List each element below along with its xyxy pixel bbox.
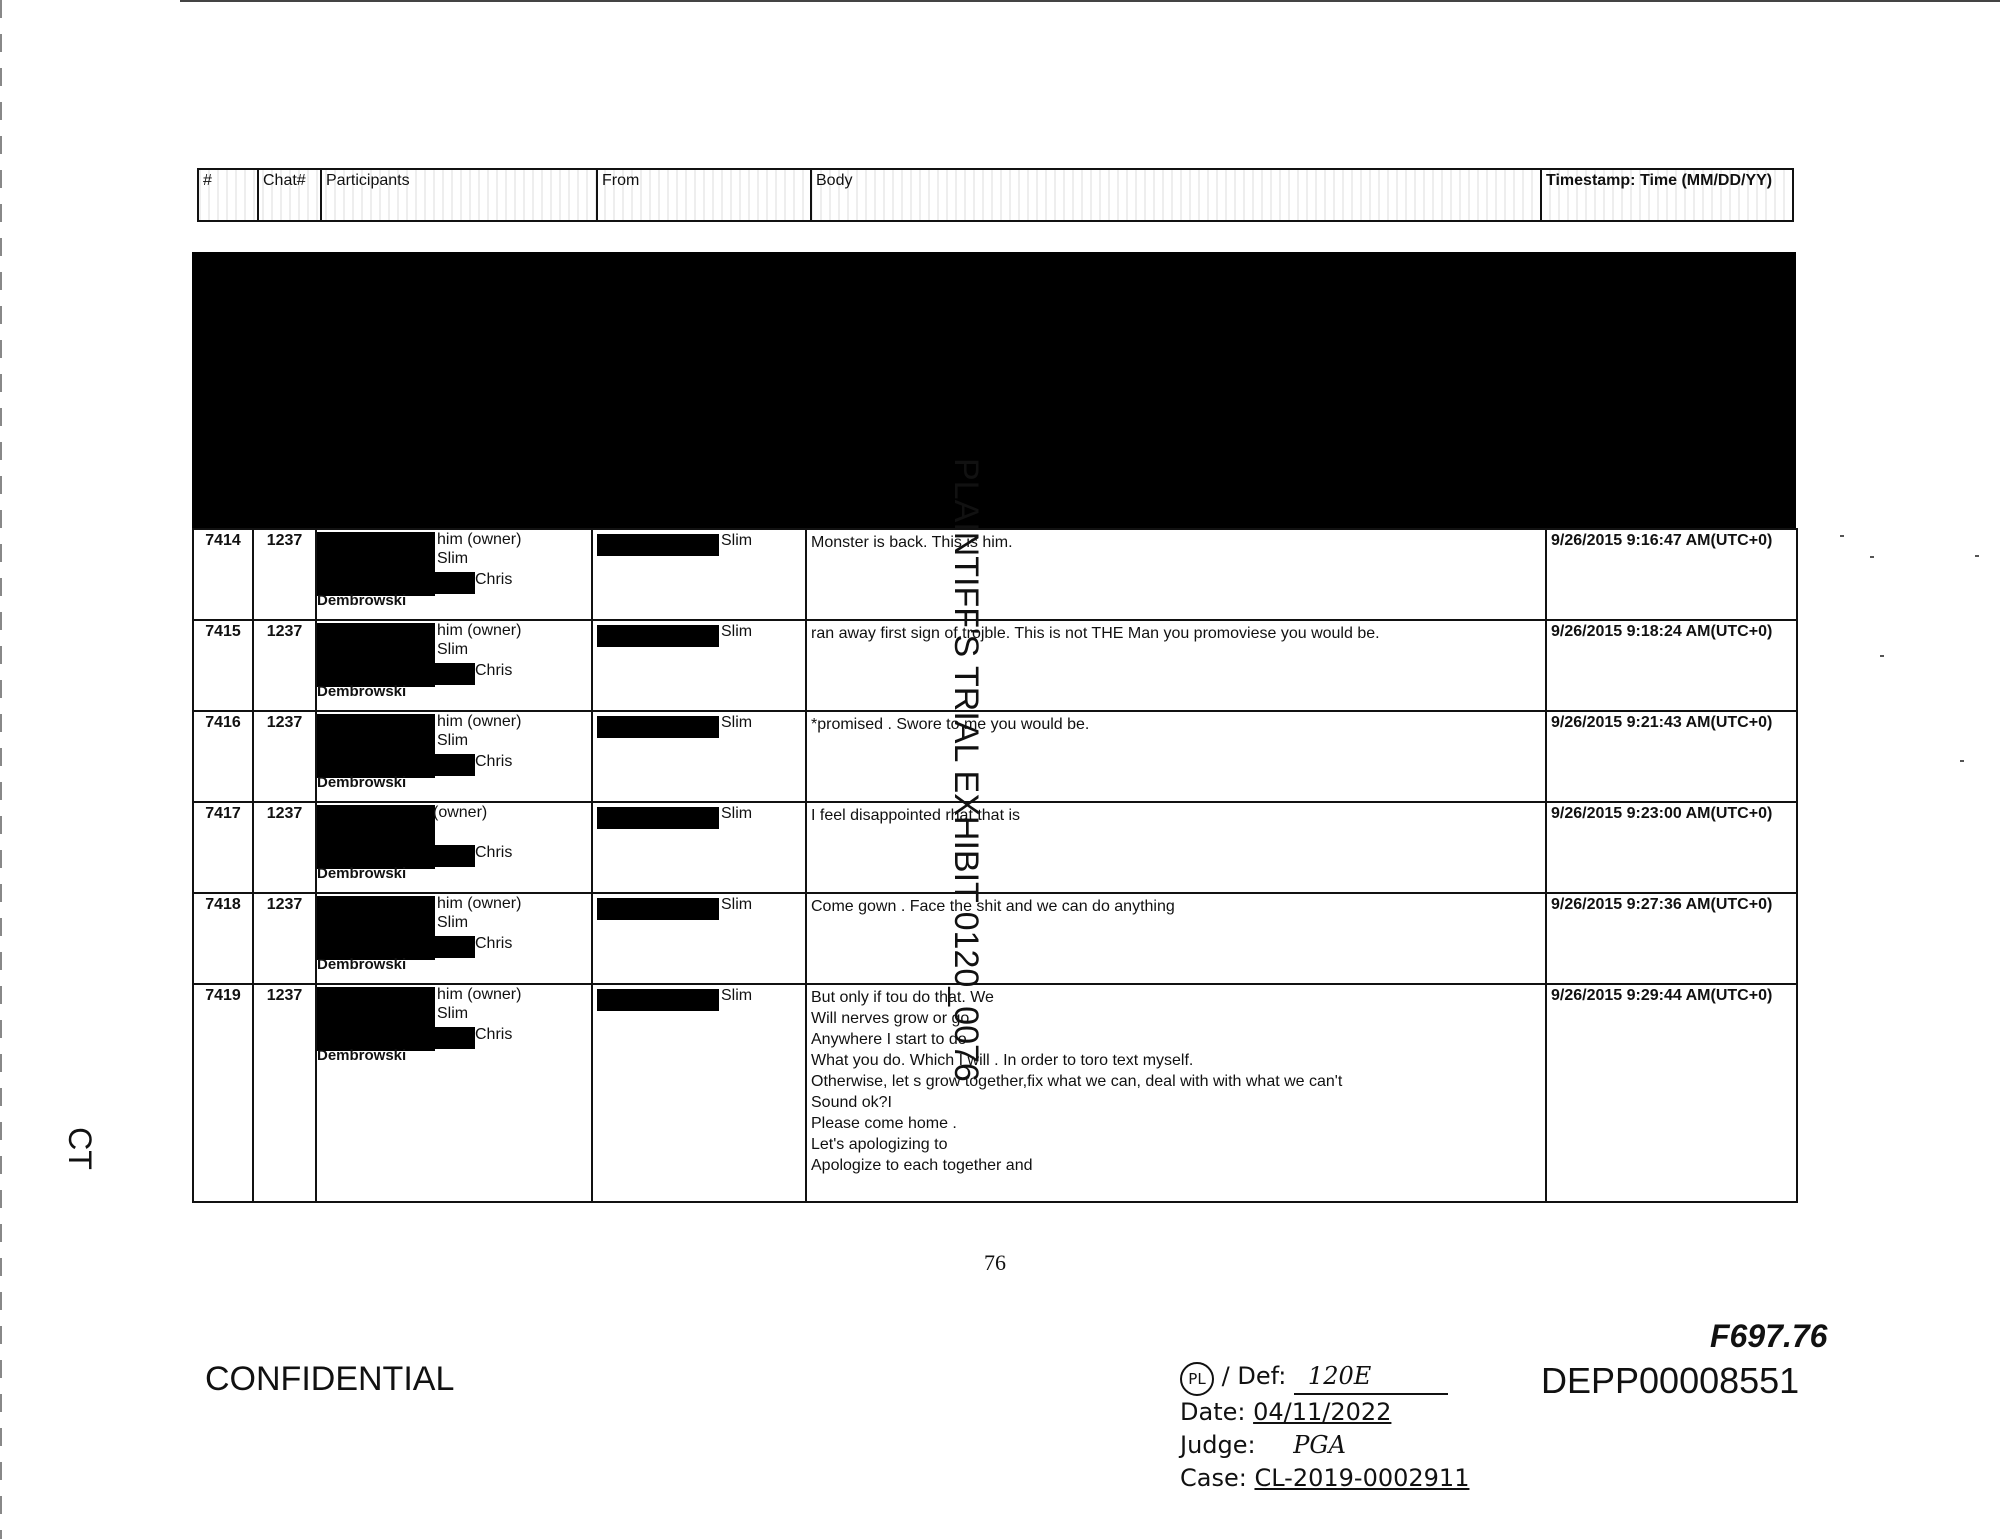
participant-dembrowski: Dembrowski: [317, 592, 407, 609]
cell-num: 7414: [193, 529, 253, 620]
participant-redaction: [317, 714, 435, 778]
participant-redaction: [435, 572, 475, 594]
table-row: [193, 529, 1797, 620]
participant-owner: him (owner): [437, 622, 522, 639]
cell-body: [806, 529, 1546, 620]
participant-chris: Chris: [475, 844, 513, 861]
cell-timestamp: 9/26/2015 9:23:00 AM(UTC+0): [1546, 802, 1797, 893]
table-row: [193, 711, 1797, 802]
stamp-judge-line: [1180, 1429, 1469, 1462]
participant-chris: Chris: [475, 1026, 513, 1043]
scan-speck: [1870, 556, 1874, 558]
cell-num: 7417: [193, 802, 253, 893]
participant-slim: Slim: [437, 550, 469, 567]
cell-chat: 1237: [253, 802, 316, 893]
table-row: [193, 620, 1797, 711]
participant-dembrowski: Dembrowski: [317, 683, 407, 700]
cell-from: [592, 620, 806, 711]
body-line: Otherwise, let s grow together,fix what we can, deal with with what we can't: [811, 1073, 1343, 1090]
header-body: Body: [812, 170, 1542, 220]
stamp-pl-circle: PL: [1180, 1362, 1214, 1396]
stamp-def-value: 120E: [1294, 1360, 1448, 1395]
body-line: *promised . Swore to me you would be.: [811, 716, 1090, 733]
participant-redaction: [317, 805, 435, 869]
scan-speck: [1975, 555, 1979, 557]
from-redaction: [597, 898, 719, 920]
body-line: Anywhere I start to do: [811, 1031, 967, 1048]
from-name: Slim: [721, 896, 753, 913]
cell-participants: [316, 711, 592, 802]
stamp-def-line: [1180, 1360, 1469, 1396]
stamp-case-line: [1180, 1462, 1469, 1495]
participant-dembrowski: Dembrowski: [317, 865, 407, 882]
cell-timestamp: 9/26/2015 9:16:47 AM(UTC+0): [1546, 529, 1797, 620]
bates-number: DEPP00008551: [1541, 1360, 1800, 1401]
stamp-judge-value: PGA: [1293, 1431, 1346, 1459]
stamp-def-label: / Def:: [1221, 1362, 1287, 1390]
body-line: Apologize to each together and: [811, 1157, 1033, 1174]
cell-chat: 1237: [253, 620, 316, 711]
table-row: [193, 802, 1797, 893]
stamp-judge-label: Judge:: [1180, 1431, 1256, 1459]
body-line: I feel disappointed rhat that is: [811, 807, 1021, 824]
from-name: Slim: [721, 987, 753, 1004]
cell-timestamp: 9/26/2015 9:21:43 AM(UTC+0): [1546, 711, 1797, 802]
from-redaction: [597, 989, 719, 1011]
cell-body: [806, 802, 1546, 893]
exhibit-initials: CT: [61, 1127, 98, 1170]
participant-owner: him (owner): [437, 531, 522, 548]
participant-slim: Slim: [437, 641, 469, 658]
body-line: Will nerves grow or go: [811, 1010, 970, 1027]
cell-num: 7415: [193, 620, 253, 711]
top-rule: [180, 0, 2000, 2]
header-chat: Chat#: [259, 170, 322, 220]
cell-timestamp: 9/26/2015 9:27:36 AM(UTC+0): [1546, 893, 1797, 984]
from-redaction: [597, 716, 719, 738]
f-number: F697.76: [1710, 1318, 1828, 1354]
cell-from: [592, 893, 806, 984]
cell-num: 7418: [193, 893, 253, 984]
header-timestamp: Timestamp: Time (MM/DD/YY): [1546, 172, 1773, 189]
participant-owner: him (owner): [437, 895, 522, 912]
participant-redaction: [435, 936, 475, 958]
cell-from: [592, 984, 806, 1202]
stamp-date-label: Date:: [1180, 1398, 1246, 1426]
body-line: Let's apologizing to: [811, 1136, 948, 1153]
stamp-date-value: 04/11/2022: [1253, 1398, 1392, 1426]
redaction-block: [192, 252, 1796, 530]
column-header-row: [197, 168, 1794, 222]
cell-body: [806, 620, 1546, 711]
stamp-date-line: [1180, 1396, 1469, 1429]
body-line: But only if tou do that. We: [811, 989, 994, 1006]
cell-from: [592, 529, 806, 620]
confidential-label: CONFIDENTIAL: [205, 1360, 455, 1398]
participant-slim: Slim: [437, 1005, 469, 1022]
participant-owner: him (owner): [437, 986, 522, 1003]
participant-redaction: [435, 1027, 475, 1049]
table-row: [193, 893, 1797, 984]
cell-body: [806, 984, 1546, 1202]
left-edge-marks: [0, 0, 2, 1539]
from-redaction: [597, 534, 719, 556]
message-table: [192, 528, 1798, 1203]
participant-redaction: [317, 532, 435, 596]
cell-chat: 1237: [253, 529, 316, 620]
participant-dembrowski: Dembrowski: [317, 1047, 407, 1064]
body-line: Come gown . Face the shit and we can do anything: [811, 898, 1175, 915]
cell-num: 7419: [193, 984, 253, 1202]
participant-slim: Slim: [437, 732, 469, 749]
scan-speck: [1880, 655, 1884, 657]
header-from: From: [598, 170, 812, 220]
cell-body: [806, 711, 1546, 802]
participant-slim: Slim: [437, 914, 469, 931]
cell-num: 7416: [193, 711, 253, 802]
cell-chat: 1237: [253, 893, 316, 984]
participant-chris: Chris: [475, 935, 513, 952]
from-name: Slim: [721, 805, 753, 822]
from-name: Slim: [721, 714, 753, 731]
participant-chris: Chris: [475, 753, 513, 770]
scan-speck: [1840, 535, 1844, 537]
participant-redaction: [435, 663, 475, 685]
participant-dembrowski: Dembrowski: [317, 774, 407, 791]
cell-from: [592, 711, 806, 802]
participant-redaction: [317, 987, 435, 1051]
stamp-case-value: CL-2019-0002911: [1254, 1464, 1470, 1492]
participant-dembrowski: Dembrowski: [317, 956, 407, 973]
from-name: Slim: [721, 623, 753, 640]
participant-chris: Chris: [475, 662, 513, 679]
scan-speck: [1960, 760, 1964, 762]
from-redaction: [597, 625, 719, 647]
cell-timestamp: 9/26/2015 9:18:24 AM(UTC+0): [1546, 620, 1797, 711]
cell-participants: [316, 802, 592, 893]
exhibit-stamp: [1180, 1360, 1469, 1495]
cell-participants: [316, 893, 592, 984]
participant-chris: Chris: [475, 571, 513, 588]
body-line: Please come home .: [811, 1115, 957, 1132]
cell-timestamp: 9/26/2015 9:29:44 AM(UTC+0): [1546, 984, 1797, 1202]
participant-redaction: [317, 623, 435, 687]
cell-body: [806, 893, 1546, 984]
body-line: Sound ok?I: [811, 1094, 892, 1111]
cell-participants: [316, 620, 592, 711]
cell-participants: [316, 529, 592, 620]
body-line: What you do. Which I will . In order to toro text myself.: [811, 1052, 1194, 1069]
header-participants: Participants: [322, 170, 598, 220]
participant-owner: (owner): [433, 804, 488, 821]
cell-chat: 1237: [253, 984, 316, 1202]
cell-participants: [316, 984, 592, 1202]
stamp-case-label: Case:: [1180, 1464, 1247, 1492]
table-row: [193, 984, 1797, 1202]
participant-redaction: [435, 845, 475, 867]
header-num: #: [199, 170, 259, 220]
body-line: Monster is back. This is him.: [811, 534, 1013, 551]
page-number: 76: [984, 1250, 1006, 1275]
participant-redaction: [317, 896, 435, 960]
from-name: Slim: [721, 532, 753, 549]
body-line: ran away first sign of trojble. This is not THE Man you promoviese you would be.: [811, 625, 1380, 642]
exhibit-label: PLAINTIFF'S TRIAL EXHIBIT 0120_0076: [947, 458, 985, 1082]
participant-owner: him (owner): [437, 713, 522, 730]
cell-chat: 1237: [253, 711, 316, 802]
from-redaction: [597, 807, 719, 829]
participant-redaction: [435, 754, 475, 776]
cell-from: [592, 802, 806, 893]
